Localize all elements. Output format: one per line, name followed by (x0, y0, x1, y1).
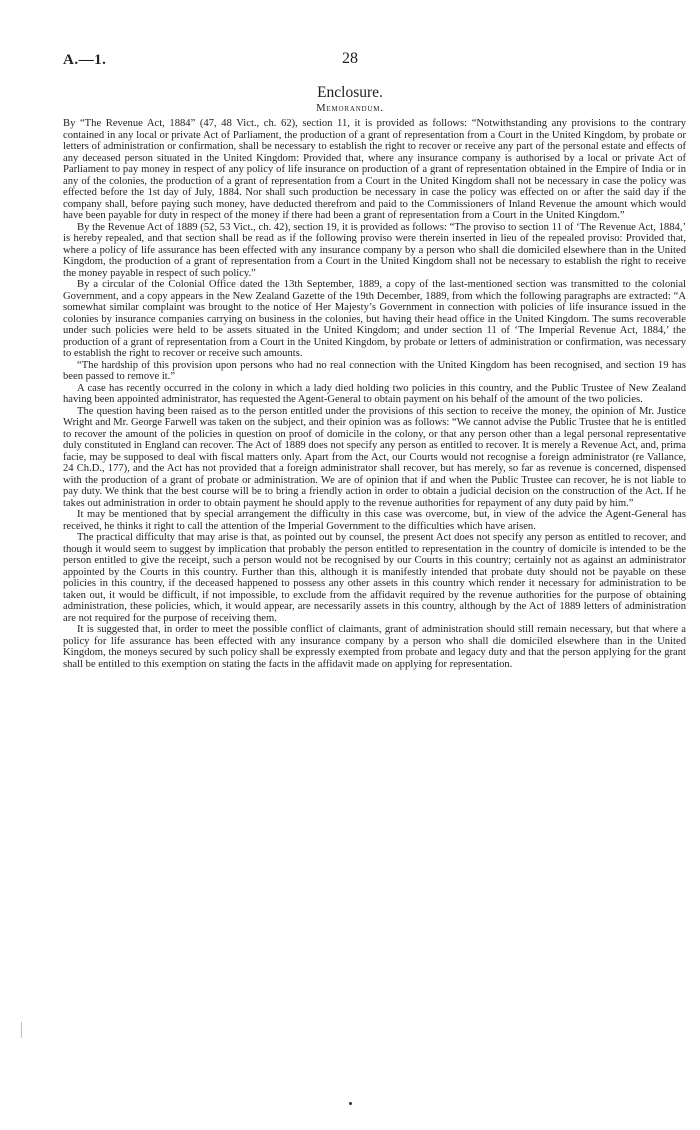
footer-dot (349, 1102, 352, 1105)
paragraph-hardship-quote: “The hardship of this provision upon persons who had no real connection with the United Kingdom has been recognised, and section 19 has been passed to remove it.” (63, 359, 686, 382)
paragraph-practical-difficulty: The practical difficulty that may arise is that, as pointed out by counsel, the present Act does not specify any person as entitled to recover, and though it would seem to suggest by implication that probably the person entitled to representation in the country of domicile is intended to be the person entitled to give the receipt, such a person would not be recognised by our Courts in this country; certainly not as against an administrator appointed by the Courts in this country. Further than this, although it is manifestly intended that probate duty should not be payable on these policies in this country, if the deceased happened to possess any other assets in this country which render it necessary for administration to be taken out, it would be difficult, if not impossible, to exclude from the affidavit required by the revenue authorities for the purpose of obtaining administration, these policies, which, it would appear, are necessarily assets in this country, although by the Act of 1889 letters of administration are not required for the purpose of receiving them. (63, 532, 686, 624)
paragraph-revenue-act-1889: By the Revenue Act of 1889 (52, 53 Vict., ch. 42), section 19, it is provided as follows: “The proviso to section 11 of ‘The Revenue Act, 1884,’ is hereby repealed, and that section shall be read as if the following proviso were therein inserted in lieu of the repealed proviso: Provided that, where a policy of life assurance has been effected with any insurance company by a person who shall die domiciled elsewhere than in the United Kingdom, the production of a grant of representation from a Court in the United Kingdom shall not be necessary to establish the right to receive the money payable in respect of such policy.” (63, 221, 686, 279)
paragraph-recent-case: A case has recently occurred in the colony in which a lady died holding two policies in this country, and the Public Trustee of New Zealand having been appointed administrator, has requested the Agent-General to obtain payment on his behalf of the amount of the two policies. (63, 382, 686, 405)
memorandum-body (63, 118, 686, 670)
page-number: 28 (342, 50, 358, 67)
document-reference: A.—1. (63, 52, 107, 68)
memorandum-subtitle: Memorandum. (316, 103, 384, 114)
enclosure-title: Enclosure. (317, 84, 383, 101)
paragraph-special-arrangement: It may be mentioned that by special arrangement the difficulty in this case was overcome, but, in view of the advice the Agent-General has received, he thinks it right to call the attention of the Imperial Government to the difficulties which have arisen. (63, 509, 686, 532)
paragraph-suggestion: It is suggested that, in order to meet the possible conflict of claimants, grant of administration should still remain necessary, but that where a policy for life assurance has been effected with any insurance company by a person who shall die domiciled elsewhere than in the United Kingdom, the moneys secured by such policy shall be expressly exempted from probate and legacy duty and that the person applying for the grant shall be entitled to this exemption on stating the facts in the affidavit made on applying for representation. (63, 624, 686, 670)
paragraph-counsel-opinion: The question having been raised as to the person entitled under the provisions of this section to receive the money, the opinion of Mr. Justice Wright and Mr. George Farwell was taken on the subject, and their opinion was as follows: “We cannot advise the Public Trustee that he is entitled to recover the amount of the policies in question on proof of domicile in the colony, or that any person other than a legal personal representative duly constituted in England can recover. The Act of 1889 does not specify any person as entitled to recover. It is merely a Revenue Act, and, prima facie, may be supposed to deal with fiscal matters only. Apart from the Act, our Courts would not recognise a foreign administrator (re Vallance, 24 Ch.D., 177), and the Act has not provided that a foreign administrator shall recover, but has merely, so far as revenue is concerned, dispensed with the production of a grant of probate or administration. We are of opinion that if and when the Public Trustee can recover, he is not liable to pay duty. We think that the best course will be to bring a friendly action in order to obtain a judicial decision on the construction of the Act. If he takes out administration in order to obtain payment he should apply to the revenue authorities for repayment of any duty paid by him.” (63, 405, 686, 509)
margin-mark (21, 1022, 22, 1038)
paragraph-revenue-act-1884: By “The Revenue Act, 1884” (47, 48 Vict., ch. 62), section 11, it is provided as follows: “Notwithstanding any provisions to the contrary contained in any local or private Act of Parliament, the production of a grant of representation from a Court in the United Kingdom, by probate or letters of administration or confirmation, shall be necessary to establish the right to recover or receive any part of the personal estate and effects of any deceased person situated in the United Kingdom: Provided that, where any insurance company is authorised by a local or private Act of Parliament to pay money in respect of any policy of life insurance on production of a grant of representation obtained in the Empire of India or in any of the colonies, the production of a grant of representation from a Court in the United Kingdom shall not be necessary in case the policy was effected before the 1st day of July, 1884. Nor shall such production be necessary in case the policy was effected on or after the said day if the company shall, before paying such money, have deducted therefrom and paid to the Commissioners of Inland Revenue the amount which would have been payable for duty in respect of the money if there had been a grant of representation from a Court in the United Kingdom.” (63, 118, 686, 221)
paragraph-colonial-office-circular: By a circular of the Colonial Office dated the 13th September, 1889, a copy of the last-mentioned section was transmitted to the colonial Government, and a copy appears in the New Zealand Gazette of the 19th December, 1889, from which the following paragraphs are extracted: “A somewhat similar complaint was brought to the notice of Her Majesty’s Government in connection with policies of life insurance issued in the colonies by insurance companies carrying on business in the colonies, but having their head office in the United Kingdom. The sums recoverable under such policies were held to be assets situated in the United Kingdom; and under section 11 of ‘The Imperial Revenue Act, 1884,’ the production of a grant of representation from a Court in the United Kingdom, by probate or letters of administration or confirmation, was necessary to establish the right to recover or receive such amounts. (63, 279, 686, 359)
